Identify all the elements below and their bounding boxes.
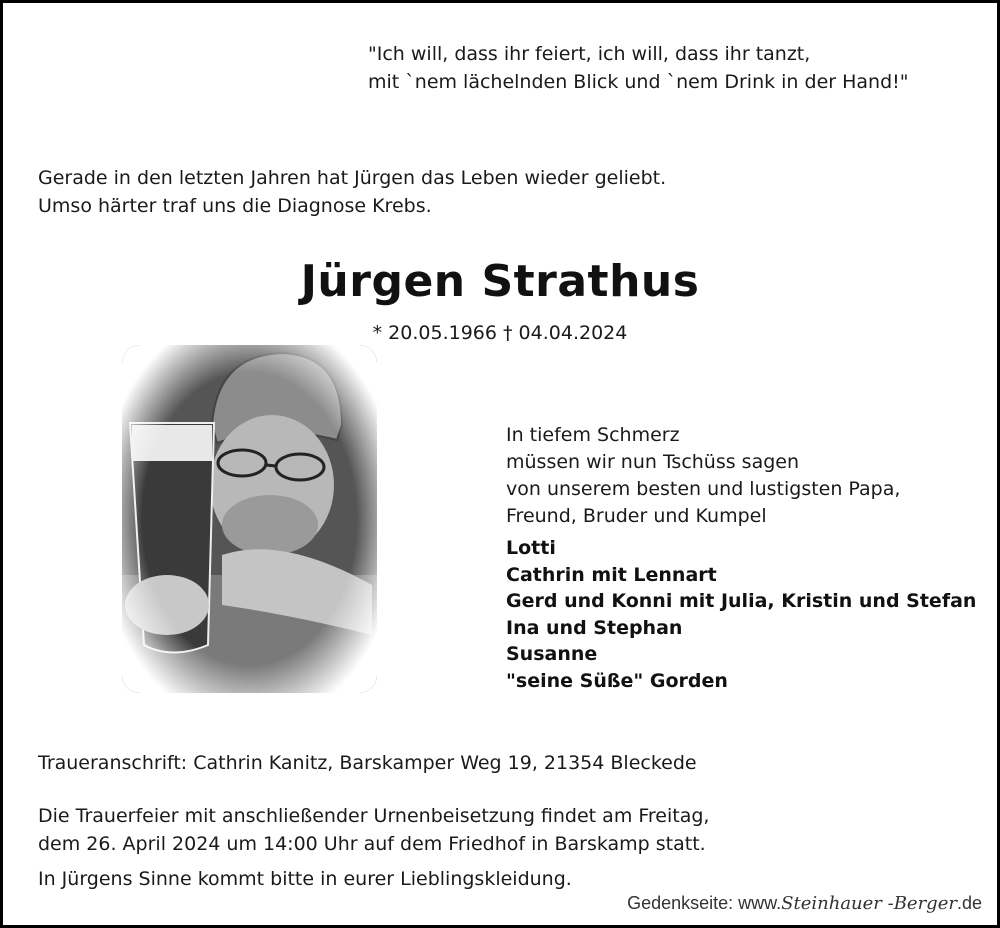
mourning-line: von unserem besten und lustigsten Papa,	[506, 478, 901, 500]
life-dates: * 20.05.1966 † 04.04.2024	[372, 322, 628, 344]
quote-line: "Ich will, dass ihr feiert, ich will, dass ihr tanzt,	[368, 43, 811, 65]
family-member: "seine Süße" Gorden	[506, 669, 728, 692]
memorial-tld: .de	[956, 893, 982, 913]
family-member: Ina und Stephan	[506, 616, 683, 639]
family-member: Gerd und Konni mit Julia, Kristin und Stefan	[506, 590, 977, 612]
ceremony-line: Die Trauerfeier mit anschließender Urnenbeisetzung findet am Freitag,	[38, 805, 710, 827]
family-list	[506, 535, 976, 694]
family-member: Cathrin mit Lennart	[506, 563, 717, 586]
memorial-brand: Steinhauer -Berger	[781, 893, 957, 914]
quote-line: mit `nem lächelnden Blick und `nem Drink in der Hand!"	[368, 71, 909, 93]
family-member: Susanne	[506, 643, 598, 665]
mourning-line: Freund, Bruder und Kumpel	[506, 505, 767, 527]
portrait-photo	[122, 345, 377, 693]
opening-quote	[368, 40, 909, 96]
ceremony-info	[38, 802, 709, 858]
mourning-address: Traueranschrift: Cathrin Kanitz, Barskamper Weg 19, 21354 Bleckede	[38, 752, 697, 774]
mourning-text	[506, 422, 900, 530]
memorial-label: Gedenkseite: www.	[627, 893, 782, 913]
intro-line: Umso härter traf uns die Diagnose Krebs.	[38, 195, 432, 217]
portrait-illustration	[122, 345, 377, 693]
family-member: Lotti	[506, 537, 556, 559]
mourning-line: In tiefem Schmerz	[506, 424, 680, 446]
ceremony-line: dem 26. April 2024 um 14:00 Uhr auf dem Friedhof in Barskamp statt.	[38, 833, 706, 855]
intro-line: Gerade in den letzten Jahren hat Jürgen das Leben wieder geliebt.	[38, 167, 667, 189]
intro-text	[38, 164, 666, 220]
memorial-page-link[interactable]	[627, 893, 982, 914]
deceased-name: Jürgen Strathus	[300, 256, 700, 307]
dress-note: In Jürgens Sinne kommt bitte in eurer Lieblingskleidung.	[38, 868, 572, 890]
mourning-line: müssen wir nun Tschüss sagen	[506, 451, 800, 473]
